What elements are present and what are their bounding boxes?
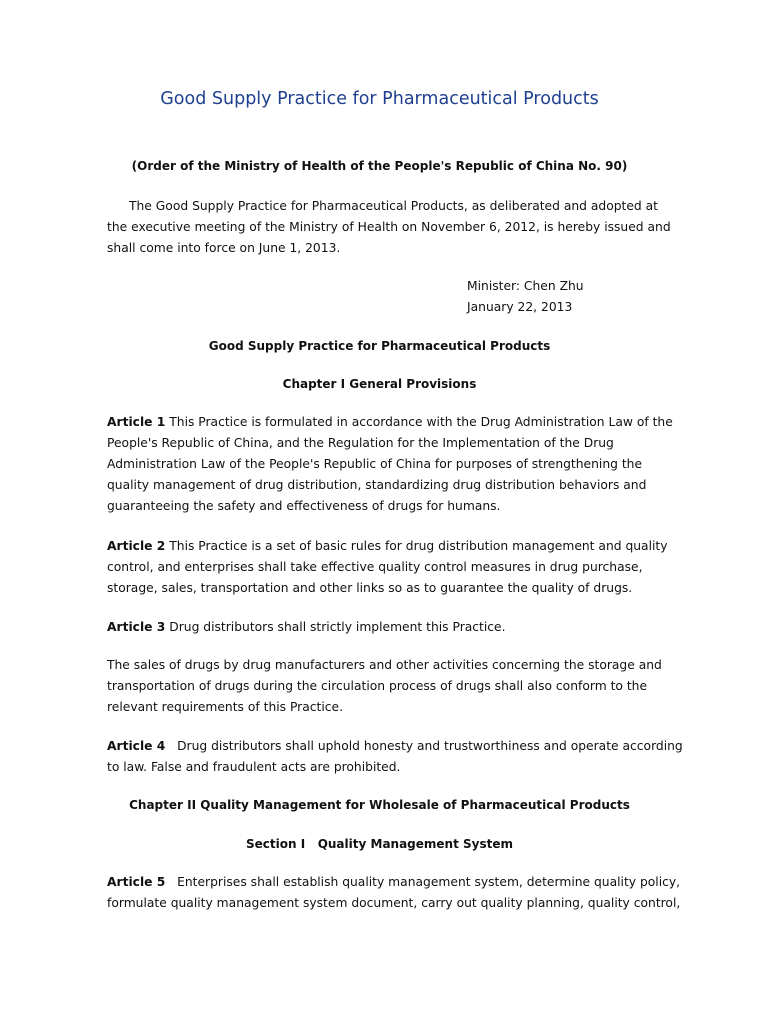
intro-paragraph <box>107 196 671 259</box>
article-text: Administration Law of the People's Republic of China for purposes of strengthening the <box>107 457 643 471</box>
article-label: Article 3 <box>107 620 166 634</box>
chapter-heading: Chapter II Quality Management for Wholesale of Pharmaceutical Products <box>129 798 630 812</box>
article-text: Drug distributors shall uphold honesty and trustworthiness and operate according <box>165 739 683 753</box>
article-text: control, and enterprises shall take effective quality control measures in drug purchase, <box>107 560 643 574</box>
intro-line: the executive meeting of the Ministry of Health on November 6, 2012, is hereby issued and <box>107 220 671 234</box>
document-title: Good Supply Practice for Pharmaceutical Products <box>160 89 599 109</box>
article-text: This Practice is formulated in accordance with the Drug Administration Law of the <box>165 415 673 429</box>
paragraph-line: The sales of drugs by drug manufacturers and other activities concerning the storage and <box>107 658 662 672</box>
minister-signature: Minister: Chen Zhu <box>467 279 584 293</box>
article-text: guaranteeing the safety and effectiveness of drugs for humans. <box>107 499 501 513</box>
section-heading: Section I Quality Management System <box>245 837 513 851</box>
intro-line: The Good Supply Practice for Pharmaceutical Products, as deliberated and adopted at <box>129 199 659 213</box>
article-text: People's Republic of China, and the Regulation for the Implementation of the Drug <box>107 436 614 450</box>
signature-date: January 22, 2013 <box>467 300 573 314</box>
article-label: Article 4 <box>107 739 166 753</box>
article-text: to law. False and fraudulent acts are prohibited. <box>107 760 401 774</box>
article-text: formulate quality management system document, carry out quality planning, quality control, <box>107 896 681 910</box>
article-text: storage, sales, transportation and other links so as to guarantee the quality of drugs. <box>107 581 633 595</box>
article-paragraph <box>107 872 681 914</box>
article-text: Enterprises shall establish quality management system, determine quality policy, <box>165 875 681 889</box>
article-label: Article 1 <box>107 415 166 429</box>
intro-line: shall come into force on June 1, 2013. <box>107 241 341 255</box>
article-label: Article 5 <box>107 875 166 889</box>
article-paragraph <box>107 536 668 599</box>
article-paragraph <box>107 617 652 638</box>
paragraph-line: relevant requirements of this Practice. <box>107 700 343 714</box>
body-paragraph <box>107 655 662 718</box>
article-text: quality management of drug distribution, standardizing drug distribution behaviors and <box>107 478 647 492</box>
article-paragraph <box>107 736 683 778</box>
article-label: Article 2 <box>107 539 166 553</box>
article-text: This Practice is a set of basic rules for drug distribution management and quality <box>165 539 668 553</box>
article-text: Drug distributors shall strictly implement this Practice. <box>165 620 506 634</box>
chapter-heading: Chapter I General Provisions <box>282 377 477 391</box>
article-paragraph <box>107 412 673 517</box>
subtitle: Good Supply Practice for Pharmaceutical Products <box>208 339 551 353</box>
order-line: (Order of the Ministry of Health of the People's Republic of China No. 90) <box>131 159 628 173</box>
paragraph-line: transportation of drugs during the circulation process of drugs shall also conform to the <box>107 679 648 693</box>
